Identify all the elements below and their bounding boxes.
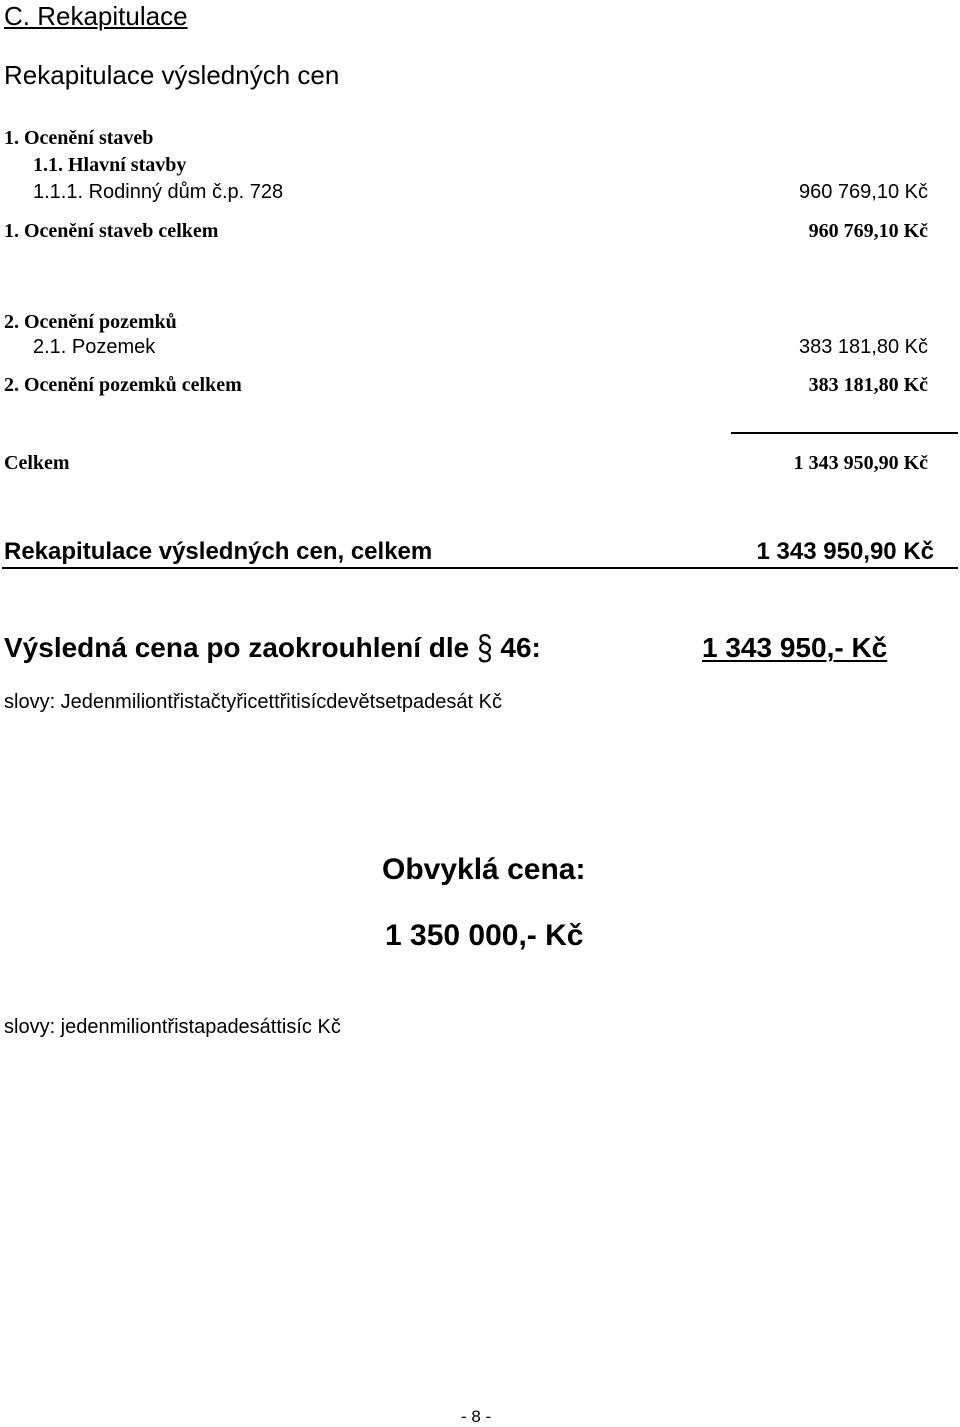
final-price-section-ref: 46:	[500, 632, 541, 663]
lands-total-value: 383 181,80 Kč	[808, 374, 928, 396]
lands-heading: 2. Ocenění pozemků	[4, 311, 177, 333]
buildings-total-value: 960 769,10 Kč	[808, 220, 928, 242]
page-number: - 8 -	[461, 1407, 492, 1426]
total-label: Celkem	[4, 452, 70, 474]
summary-value: 1 343 950,90 Kč	[756, 538, 934, 565]
lands-total-label: 2. Ocenění pozemků celkem	[4, 374, 242, 396]
buildings-subheading: 1.1. Hlavní stavby	[33, 154, 187, 176]
usual-price-label: Obvyklá cena:	[382, 853, 586, 886]
final-price-label-text: Výsledná cena po zaokrouhlení dle	[4, 632, 470, 663]
final-price-in-words: slovy: Jedenmiliontřistačtyřicettřitisícdevětsetpadesát Kč	[4, 691, 502, 713]
section-sign-icon: §	[477, 628, 493, 667]
lands-item-value: 383 181,80 Kč	[799, 336, 928, 358]
total-separator-line	[731, 432, 958, 434]
usual-price-in-words: slovy: jedenmiliontřistapadesáttisíc Kč	[4, 1016, 341, 1038]
usual-price-value: 1 350 000,- Kč	[385, 919, 584, 952]
total-value: 1 343 950,90 Kč	[793, 452, 928, 474]
summary-label: Rekapitulace výsledných cen, celkem	[4, 538, 433, 565]
final-price-value: 1 343 950,- Kč	[702, 632, 888, 663]
buildings-total-label: 1. Ocenění staveb celkem	[4, 220, 219, 242]
final-price-label	[4, 628, 541, 667]
buildings-item-label: 1.1.1. Rodinný dům č.p. 728	[33, 181, 284, 203]
page-title: Rekapitulace výsledných cen	[4, 60, 340, 90]
buildings-heading: 1. Ocenění staveb	[4, 127, 154, 149]
section-heading: C. Rekapitulace	[4, 1, 188, 31]
summary-underline	[2, 567, 958, 569]
lands-item-label: 2.1. Pozemek	[33, 336, 156, 358]
buildings-item-value: 960 769,10 Kč	[799, 181, 928, 203]
